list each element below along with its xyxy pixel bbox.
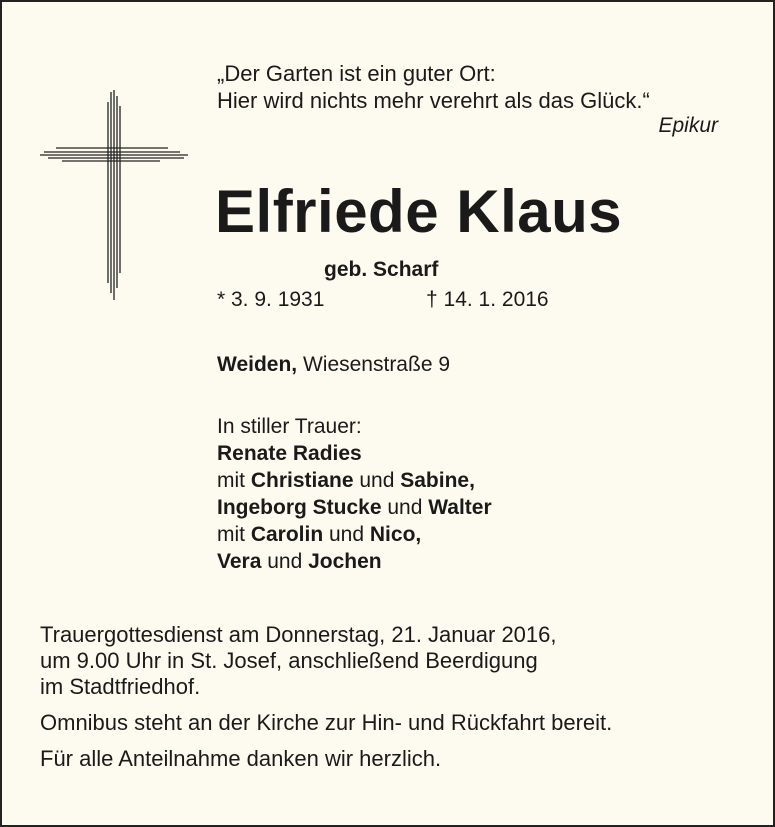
mourner-line-5	[217, 548, 492, 575]
bus-info: Omnibus steht an der Kirche zur Hin- und Rückfahrt bereit.	[40, 710, 613, 735]
birth-date: * 3. 9. 1931	[217, 288, 325, 311]
birth-name: geb. Scharf	[324, 258, 439, 281]
mourner-name: Vera	[217, 550, 262, 573]
service-line-1: Trauergottesdienst am Donnerstag, 21. Januar 2016,	[40, 622, 557, 647]
address	[217, 353, 450, 377]
quote-line-1: „Der Garten ist ein guter Ort:	[217, 61, 496, 86]
quote-line-2: Hier wird nichts mehr verehrt als das Glück.“	[217, 88, 650, 113]
mourner-name: Carolin	[250, 523, 324, 546]
connector-text: und	[353, 469, 401, 492]
thanks-line: Für alle Anteilnahme danken wir herzlich.	[40, 746, 442, 771]
mourner-line-4	[217, 521, 492, 548]
mourner-name: Ingeborg Stucke	[217, 496, 382, 519]
connector-text: und	[323, 523, 370, 546]
mourner-name: Sabine,	[400, 469, 475, 492]
address-city: Weiden,	[217, 353, 298, 376]
mourner-line-3	[217, 494, 492, 521]
connector-text: mit	[217, 523, 251, 546]
deceased-name: Elfriede Klaus	[215, 178, 623, 245]
mourner-name: Nico,	[369, 523, 422, 546]
mourner-name: Walter	[428, 496, 492, 519]
connector-text: und	[261, 550, 309, 573]
mourner-name: Renate Radies	[217, 442, 362, 465]
quote	[217, 60, 650, 114]
mourner-line-2	[217, 467, 492, 494]
mourner-line-1	[217, 440, 492, 467]
service-info	[40, 622, 557, 700]
mourners-intro: In stiller Trauer:	[217, 415, 362, 438]
death-date: † 14. 1. 2016	[426, 288, 549, 311]
quote-author: Epikur	[658, 114, 718, 137]
connector-text: und	[381, 496, 429, 519]
service-line-2: um 9.00 Uhr in St. Josef, anschließend Beerdigung	[40, 648, 538, 673]
mourner-name: Christiane	[250, 469, 354, 492]
mourners-block	[217, 413, 492, 575]
mourner-name: Jochen	[308, 550, 382, 573]
cross-icon	[40, 88, 190, 303]
connector-text: mit	[217, 469, 251, 492]
address-street: Wiesenstraße 9	[297, 353, 451, 376]
service-line-3: im Stadtfriedhof.	[40, 674, 201, 699]
